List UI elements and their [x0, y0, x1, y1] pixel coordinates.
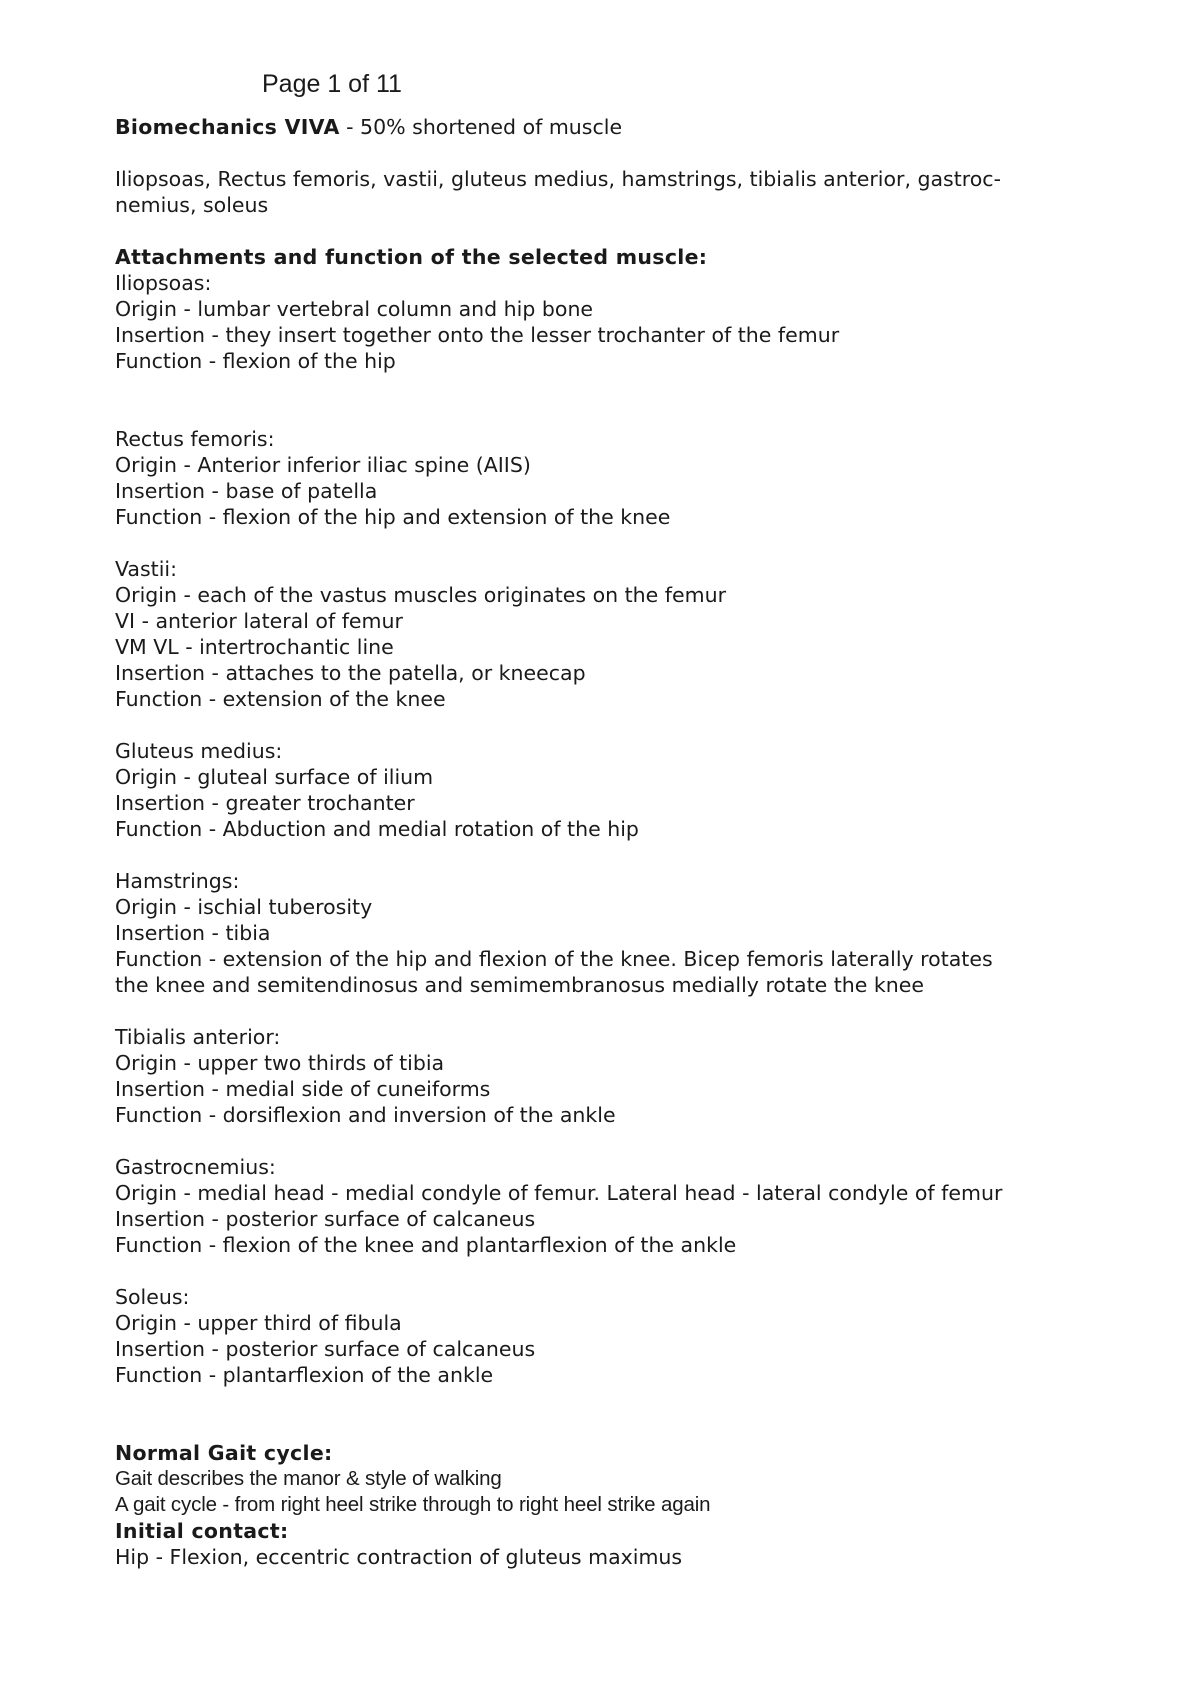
muscle-function: Function - dorsiflexion and inversion of the ankle	[115, 1103, 616, 1127]
muscle-origin: Origin - medial head - medial condyle of femur. Lateral head - lateral condyle of femur	[115, 1181, 1003, 1205]
muscle-insertion: Insertion - attaches to the patella, or kneecap	[115, 661, 586, 685]
initial-contact-hip: Hip - Flexion, eccentric contraction of gluteus maximus	[115, 1545, 683, 1569]
muscle-section-hamstrings	[115, 868, 1105, 998]
muscle-function: Function - Abduction and medial rotation of the hip	[115, 817, 639, 841]
spacer	[115, 842, 1105, 868]
muscle-section-rectus-femoris	[115, 426, 1105, 530]
muscle-origin: Origin - ischial tuberosity	[115, 895, 373, 919]
spacer	[115, 712, 1105, 738]
muscle-origin: Origin - lumbar vertebral column and hip bone	[115, 297, 594, 321]
page-number: Page 1 of 11	[262, 70, 402, 98]
muscle-list-line: Iliopsoas, Rectus femoris, vastii, gluteus medius, hamstrings, tibialis anterior, gastroc-	[115, 167, 1001, 191]
spacer	[115, 1258, 1105, 1284]
muscle-list-line: nemius, soleus	[115, 193, 269, 217]
muscle-section-gastrocnemius	[115, 1154, 1105, 1258]
spacer	[115, 998, 1105, 1024]
muscle-section-gluteus-medius	[115, 738, 1105, 842]
spacer	[115, 1128, 1105, 1154]
muscle-insertion: Insertion - base of patella	[115, 479, 378, 503]
muscle-name: Tibialis anterior:	[115, 1025, 281, 1049]
muscle-section-tibialis-anterior	[115, 1024, 1105, 1128]
muscle-detail-vm-vl: VM VL - intertrochantic line	[115, 635, 394, 659]
muscle-section-soleus	[115, 1284, 1105, 1388]
muscle-insertion: Insertion - medial side of cuneiforms	[115, 1077, 491, 1101]
muscle-name: Iliopsoas:	[115, 271, 212, 295]
muscle-name: Hamstrings:	[115, 869, 240, 893]
muscle-function: Function - extension of the knee	[115, 687, 446, 711]
spacer	[115, 218, 1105, 244]
muscle-origin: Origin - gluteal surface of ilium	[115, 765, 434, 789]
muscle-insertion: Insertion - greater trochanter	[115, 791, 415, 815]
spacer	[115, 140, 1105, 166]
muscle-insertion: Insertion - posterior surface of calcaneus	[115, 1207, 536, 1231]
spacer	[115, 1388, 1105, 1440]
muscle-origin: Origin - Anterior inferior iliac spine (AIIS)	[115, 453, 531, 477]
muscle-name: Soleus:	[115, 1285, 190, 1309]
muscle-insertion: Insertion - posterior surface of calcaneus	[115, 1337, 536, 1361]
muscle-name: Gluteus medius:	[115, 739, 283, 763]
spacer	[115, 374, 1105, 426]
muscle-insertion: Insertion - they insert together onto the lesser trochanter of the femur	[115, 323, 840, 347]
gait-section	[115, 1440, 1105, 1570]
muscle-section-vastii	[115, 556, 1105, 712]
muscle-function: Function - flexion of the knee and plantarflexion of the ankle	[115, 1233, 737, 1257]
muscle-function: the knee and semitendinosus and semimembranosus medially rotate the knee	[115, 973, 924, 997]
title-bold: Biomechanics VIVA	[115, 115, 340, 139]
muscle-origin: Origin - upper third of fibula	[115, 1311, 402, 1335]
muscle-function: Function - plantarflexion of the ankle	[115, 1363, 494, 1387]
title-rest: - 50% shortened of muscle	[339, 115, 623, 139]
document-body	[115, 114, 1105, 1570]
document-title	[115, 114, 1105, 140]
muscle-function: Function - extension of the hip and flexion of the knee. Bicep femoris laterally rotates	[115, 947, 993, 971]
attachments-heading: Attachments and function of the selected muscle:	[115, 245, 708, 269]
muscle-name: Vastii:	[115, 557, 178, 581]
muscle-name: Rectus femoris:	[115, 427, 275, 451]
muscle-origin: Origin - upper two thirds of tibia	[115, 1051, 445, 1075]
spacer	[115, 530, 1105, 556]
muscle-detail-vi: VI - anterior lateral of femur	[115, 609, 403, 633]
gait-description: Gait describes the manor & style of walking	[115, 1467, 502, 1490]
muscle-name: Gastrocnemius:	[115, 1155, 276, 1179]
gait-cycle-definition: A gait cycle - from right heel strike through to right heel strike again	[115, 1493, 711, 1516]
gait-heading: Normal Gait cycle:	[115, 1441, 333, 1465]
muscle-section-iliopsoas	[115, 270, 1105, 374]
muscle-origin: Origin - each of the vastus muscles originates on the femur	[115, 583, 727, 607]
muscle-function: Function - flexion of the hip and extension of the knee	[115, 505, 671, 529]
muscle-insertion: Insertion - tibia	[115, 921, 271, 945]
initial-contact-heading: Initial contact:	[115, 1519, 289, 1543]
muscle-function: Function - flexion of the hip	[115, 349, 396, 373]
